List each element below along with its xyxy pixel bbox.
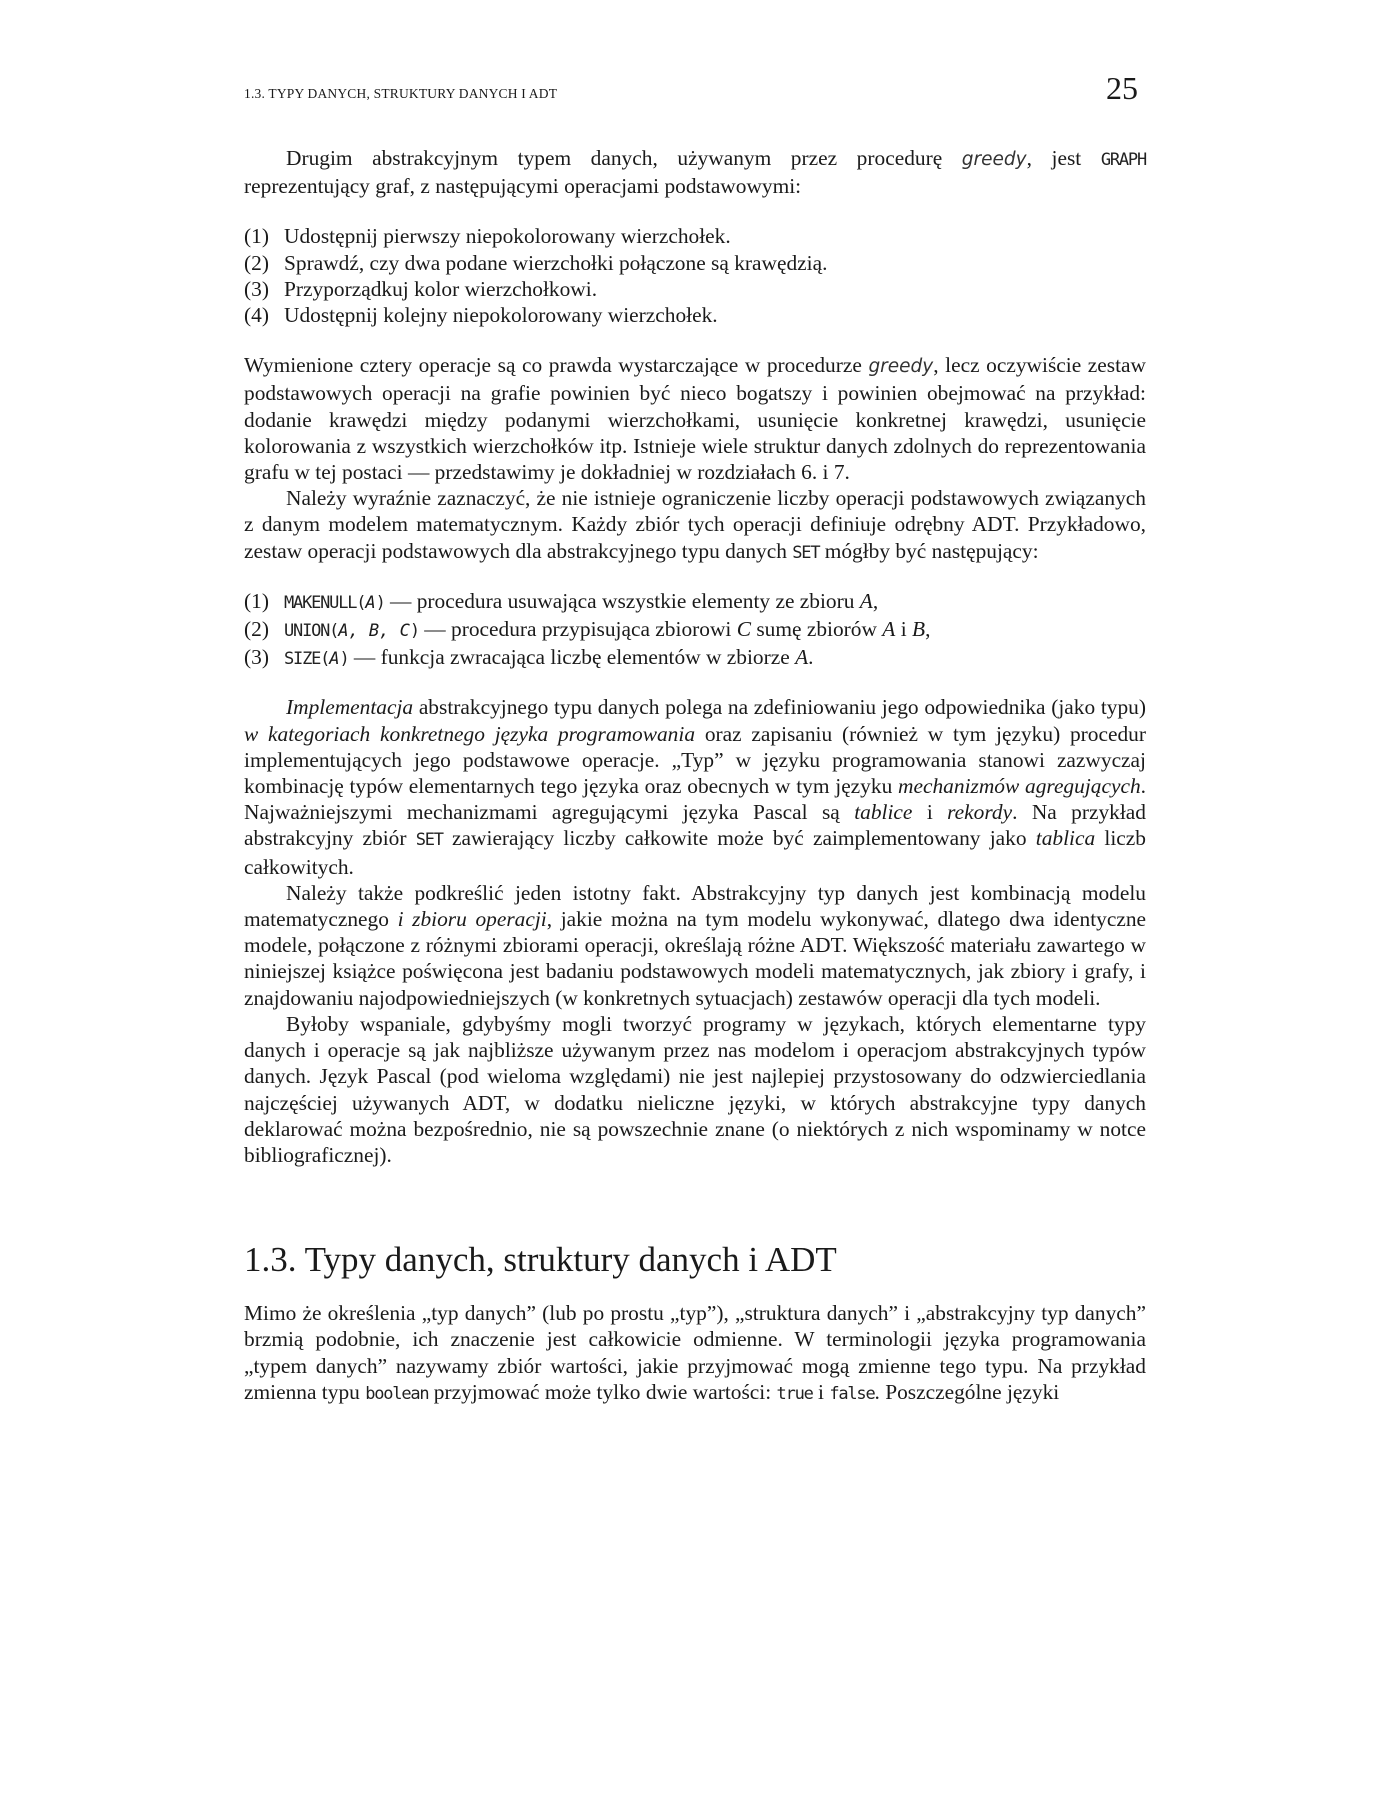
text-run: abstrakcyjnego typu danych polega na zdefiniowaniu jego odpowiednika (jako typu) (413, 695, 1146, 720)
list-item-number: (2) (244, 617, 269, 642)
true-code: true (776, 1383, 813, 1404)
text-run: reprezentujący graf, z następującymi operacjami podstawowymi: (244, 174, 802, 199)
section-heading: 1.3. Typy danych, struktury danych i ADT (244, 1240, 837, 1280)
list-item (244, 616, 1146, 644)
emphasis: mechanizmów agregujących (898, 774, 1141, 799)
text-run: i (812, 1379, 830, 1404)
paragraph-graph-adt (244, 145, 1146, 199)
graph-operations-list (244, 223, 1146, 328)
text-run: Należy wyraźnie zaznaczyć, że nie istnieje ograniczenie liczby operacji podstawowych związanych z danym modelem matematycznym. Każdy zbiór tych operacji definiuje odrębny ADT. Przykładowo, zestaw operacji podstawowych dla abstrakcyjnego typu danych (244, 486, 1146, 563)
list-item (244, 223, 1146, 249)
math-var: A (859, 588, 873, 613)
paragraph-fact (244, 880, 1146, 1011)
operation-arg: A (329, 649, 340, 670)
list-item-text: Udostępnij pierwszy niepokolorowany wierzchołek. (284, 224, 731, 249)
text-run: Należy także podkreślić jeden istotny fakt. Abstrakcyjny typ danych jest kombinacją modelu matematycznego (244, 880, 1146, 932)
list-item (244, 644, 1146, 672)
list-item-number: (1) (244, 224, 269, 249)
math-var: A (882, 617, 896, 642)
text-run: Mimo że określenia „typ danych” (lub po prostu „typ”), „struktura danych” i „abstrakcyjny typ danych” brzmią podobnie, ich znaczenie jest całkowicie odmienne. W terminologii języka programowania „typem danych” nazywamy zbiór wartości, jakie przyjmować mogą zmienne tego typu. Na przykład zmienna typu (244, 1301, 1146, 1404)
set-code: SET (792, 542, 820, 563)
text-run: Byłoby wspaniale, gdybyśmy mogli tworzyć programy w językach, których elementarne typy danych i operacje są jak najbliższe używanym przez nas modelom i operacjom abstrakcyjnych typów danych. Język Pascal (pod wieloma względami) nie jest najlepiej przystosowany do odzwierciedlania najczęściej używanych ADT, w dodatku nieliczne języki, w których abstrakcyjne typy danych deklarować można bezpośrednio, nie są powszechnie znane (o niektórych z nich wspominamy w notce bibliograficznej). (244, 1011, 1146, 1167)
text-run: . Najważniejszymi mechanizmami agregującymi języka Pascal są (244, 774, 1147, 825)
list-item-number: (4) (244, 303, 269, 328)
text-run: . Na przykład abstrakcyjny zbiór (244, 800, 1147, 851)
list-item-number: (3) (244, 276, 269, 301)
list-item-text: — procedura przypisująca zbiorowi (418, 617, 737, 642)
emphasis: tablice (854, 800, 913, 825)
emphasis: w kategoriach konkretnego języka programowania (244, 721, 696, 746)
operation-code: UNION( (284, 621, 339, 642)
list-item-text: Przyporządkuj kolor wierzchołkowi. (284, 276, 598, 301)
paragraph-data-types (244, 1300, 1146, 1407)
math-var: C (736, 617, 751, 642)
text-run: i (912, 800, 948, 825)
list-item (244, 588, 1146, 616)
operation-code: ) (409, 621, 419, 642)
graph-code: GRAPH (1100, 150, 1146, 170)
operation-code: ) (339, 649, 349, 670)
paragraph-set-adt (244, 485, 1146, 566)
text-run: , jakie można na tym modelu wykonywać, dlatego dwa identyczne modele, połączone z różnymi zbiorami operacji, określają różne ADT. Większość materiału zawartego w niniejszej książce poświęcona jest badaniu podstawowych modeli matematycznych, jak zbiory i grafy, i znajdowaniu najodpowiedniejszych (w konkretnych sytuacjach) zestawów operacji dla tych modeli. (244, 907, 1147, 1010)
page-number: 25 (1106, 70, 1138, 106)
list-item-text: Udostępnij kolejny niepokolorowany wierzchołek. (284, 303, 718, 328)
greedy-term: greedy (961, 149, 1027, 170)
operation-code: ) (375, 592, 385, 613)
list-item (244, 276, 1146, 302)
emphasis: tablica (1035, 826, 1096, 851)
text-run: sumę zbiorów (750, 617, 883, 642)
text-run: , jest (1026, 146, 1101, 170)
page-body (244, 145, 1146, 1407)
operation-code: MAKENULL( (284, 592, 366, 613)
text-run: , lecz oczywiście zestaw podstawowych operacji na grafie powinien być nieco bogatszy i powinien obejmować na przykład: dodanie krawędzi między podanymi wierzchołkami, usunięcie konkretnej krawędzi, usunięcie kolorowania z wszystkich wierzchołków itp. Istnieje wiele struktur danych zdolnych do reprezentowania grafu w tej postaci — przedstawimy je dokładniej w rozdziałach 6. i 7. (244, 353, 1146, 485)
boolean-code: boolean (365, 1383, 429, 1404)
math-var: B (912, 617, 926, 642)
false-code: false (829, 1383, 875, 1404)
text-run: zawierający liczby całkowite może być zaimplementowany jako (442, 826, 1036, 851)
text-run: przyjmować może tylko dwie wartości: (428, 1379, 777, 1404)
paragraph-operations (244, 352, 1146, 485)
text-run: liczb całkowitych. (244, 826, 1146, 879)
set-operations-list (244, 588, 1146, 673)
running-head: 1.3. TYPY DANYCH, STRUKTURY DANYCH I ADT (244, 86, 558, 101)
math-var: A (795, 645, 809, 670)
set-code: SET (415, 830, 443, 851)
list-item-number: (1) (244, 588, 269, 613)
text-run: . (808, 645, 814, 670)
text-run: , (872, 588, 879, 613)
text-run: . Poszczególne języki (874, 1379, 1060, 1404)
emphasis: i zbioru operacji (397, 907, 547, 932)
list-item-number: (3) (244, 645, 269, 670)
text-run: i (895, 617, 912, 642)
greedy-term: greedy (868, 356, 934, 378)
list-item (244, 302, 1146, 328)
list-item-text: Sprawdź, czy dwa podane wierzchołki połączone są krawędzią. (284, 250, 828, 275)
operation-code: SIZE( (284, 649, 330, 670)
list-item-number: (2) (244, 250, 269, 275)
text-run: oraz zapisaniu (również w tym języku) procedur implementujących jego podstawowe operacje. „Typ” w języku programowania stanowi zazwyczaj kombinację typów elementarnych tego języka oraz obecnych w tym języku (244, 721, 1147, 799)
text-run: , (925, 617, 931, 642)
paragraph-languages (244, 1011, 1146, 1168)
list-item-text: — funkcja zwracająca liczbę elementów w zbiorze (348, 645, 796, 670)
text-run: mógłby być następujący: (819, 538, 1039, 563)
text-run: Drugim abstrakcyjnym typem danych, używanym przez procedurę (286, 146, 962, 170)
emphasis: rekordy (947, 800, 1013, 825)
emphasis: Implementacja (286, 695, 414, 720)
text-run: Wymienione cztery operacje są co prawda wystarczające w procedurze (244, 353, 869, 378)
paragraph-implementation (244, 694, 1146, 879)
list-item-text: — procedura usuwająca wszystkie elementy ze zbioru (384, 588, 860, 613)
operation-arg: A, B, C (338, 621, 410, 642)
operation-arg: A (365, 592, 376, 613)
list-item (244, 250, 1146, 276)
